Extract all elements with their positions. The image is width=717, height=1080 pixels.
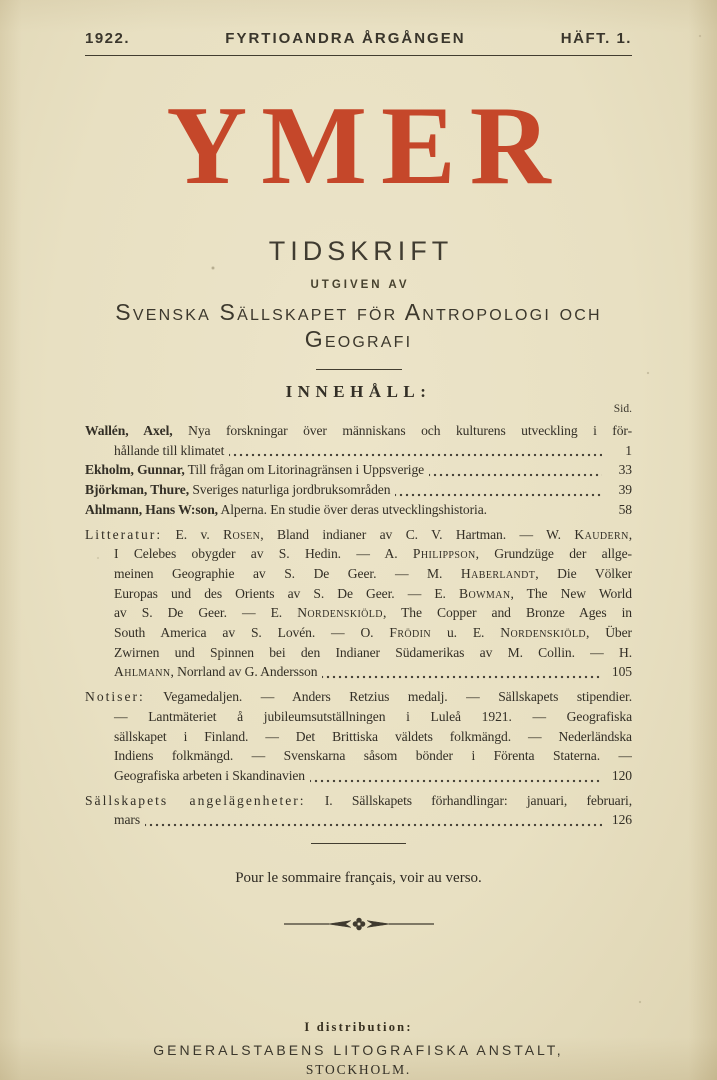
toc-line-text: av S. De Geer. — E. Nordenskiöld, The Copper and Bronze Ages in [114, 605, 632, 621]
toc-line [85, 544, 632, 564]
french-summary-note: Pour le sommaire français, voir au verso. [235, 870, 482, 887]
toc-line-text: Wallén, Axel, Nya forskningar över människans och kulturens utveckling i för- [85, 423, 632, 438]
toc-line-text: Björkman, Thure, Sveriges naturliga jordbruksområden [85, 482, 391, 498]
dotted-leader [229, 441, 602, 461]
dotted-leader [492, 500, 602, 520]
toc-entry-ahlmann [85, 500, 632, 520]
toc-page-number: 120 [611, 767, 632, 783]
issue-year: 1922. [85, 30, 131, 47]
toc-line-text: Ahlmann, Hans W:son, Alperna. En studie över deras utvecklingshistoria. [85, 501, 487, 517]
journal-subtitle: TIDSKRIFT [268, 236, 454, 266]
toc-line-text: Indiens folkmängd. — Svenskarna såsom bönder i Förenta Staterna. — [114, 748, 632, 764]
toc-line-text: Europas und des Orients av S. De Geer. — E. Bowman, The New World [114, 585, 632, 601]
toc-page-number: 126 [611, 812, 632, 828]
distribution-footer [85, 1020, 632, 1078]
toc-line [85, 480, 632, 500]
dotted-leader [395, 480, 602, 500]
toc-line [85, 687, 632, 707]
toc-line-text: Zwirnen und Spinnen bei den Indianer Südamerikas av M. Collin. — H. [114, 644, 632, 660]
toc-line-text: Sällskapets angelägenheter: I. Sällskapets förhandlingar: januari, februari, [85, 792, 632, 808]
dotted-leader [429, 460, 602, 480]
toc-entry-wallen [85, 421, 632, 460]
page-column-label: Sid. [613, 403, 632, 415]
table-of-contents [85, 421, 632, 830]
toc-line [85, 525, 632, 545]
toc-page-number: 33 [618, 462, 632, 478]
toc-line [85, 810, 632, 830]
distribution-label: I distribution: [304, 1020, 413, 1035]
dotted-leader [310, 766, 602, 786]
issue-header [85, 30, 632, 47]
toc-line [85, 766, 632, 786]
divider-rule-mid [311, 843, 406, 844]
society-name: Svenska Sällskapet för Antropologi och Geografi [115, 299, 602, 352]
contents-header [85, 382, 632, 415]
issue-volume: FYRTIOANDRA ÅRGÅNGEN [225, 30, 466, 47]
toc-line [85, 441, 632, 461]
toc-line [85, 662, 632, 682]
toc-line-text: — Lantmäteriet å jubileumsutställningen i Luleå 1921. — Geografiska [114, 708, 632, 724]
dotted-leader [145, 810, 602, 830]
toc-line-text: meinen Geographie av S. De Geer. — M. Haberlandt, Die Völker [114, 565, 632, 581]
toc-page-number: 1 [625, 442, 632, 458]
toc-line-text: South America av S. Lovén. — O. Frödin u. E. Nordenskiöld, Über [114, 625, 632, 641]
toc-entry-sallskapets-angelagenheter [85, 791, 632, 830]
toc-line [85, 460, 632, 480]
toc-page-number: 39 [618, 482, 632, 498]
toc-page-number: 105 [611, 664, 632, 680]
toc-line [85, 746, 632, 766]
toc-line [85, 791, 632, 811]
toc-line-text: hållande till klimatet [114, 442, 225, 458]
toc-line [85, 500, 632, 520]
toc-line [85, 623, 632, 643]
toc-page-number: 58 [618, 501, 632, 517]
toc-entry-bjorkman [85, 480, 632, 500]
toc-line-text: Geografiska arbeten i Skandinavien [114, 767, 305, 783]
published-by-label: UTGIVEN AV [310, 279, 410, 291]
toc-line [85, 643, 632, 663]
toc-line [85, 603, 632, 623]
toc-line [85, 707, 632, 727]
contents-heading: INNEHÅLL: [285, 382, 432, 401]
toc-line [85, 421, 632, 441]
issue-number: HÄFT. 1. [560, 30, 632, 47]
ornament-divider [85, 916, 632, 932]
toc-entry-ekholm [85, 460, 632, 480]
toc-line-text: Litteratur: E. v. Rosen, Bland indianer av C. V. Hartman. — W. Kaudern, [85, 526, 632, 542]
journal-title: YMER [166, 84, 565, 208]
divider-rule-small [316, 369, 402, 370]
toc-line-text: Ahlmann, Norrland av G. Andersson [114, 664, 318, 680]
toc-line-text: mars [114, 812, 141, 828]
dotted-leader [322, 662, 602, 682]
toc-line-text: sällskapet i Finland. — Det Brittiska väldets folkmängd. — Nederländska [114, 728, 632, 744]
printer-name: GENERALSTABENS LITOGRAFISKA ANSTALT, [153, 1042, 564, 1059]
toc-line-text: I Celebes obygder av S. Hedin. — A. Philippson, Grundzüge der allge- [114, 546, 632, 562]
toc-line-text: Notiser: Vegamedaljen. — Anders Retzius medalj. — Sällskapets stipendier. [85, 689, 632, 705]
toc-entry-notiser [85, 687, 632, 786]
printer-city: STOCKHOLM. [305, 1062, 412, 1078]
header-rule [85, 55, 632, 56]
ornament-icon [284, 916, 434, 932]
toc-line [85, 727, 632, 747]
toc-entry-litteratur [85, 525, 632, 683]
toc-line [85, 584, 632, 604]
toc-line-text: Ekholm, Gunnar, Till frågan om Litorinagränsen i Uppsverige [85, 462, 425, 478]
toc-line [85, 564, 632, 584]
